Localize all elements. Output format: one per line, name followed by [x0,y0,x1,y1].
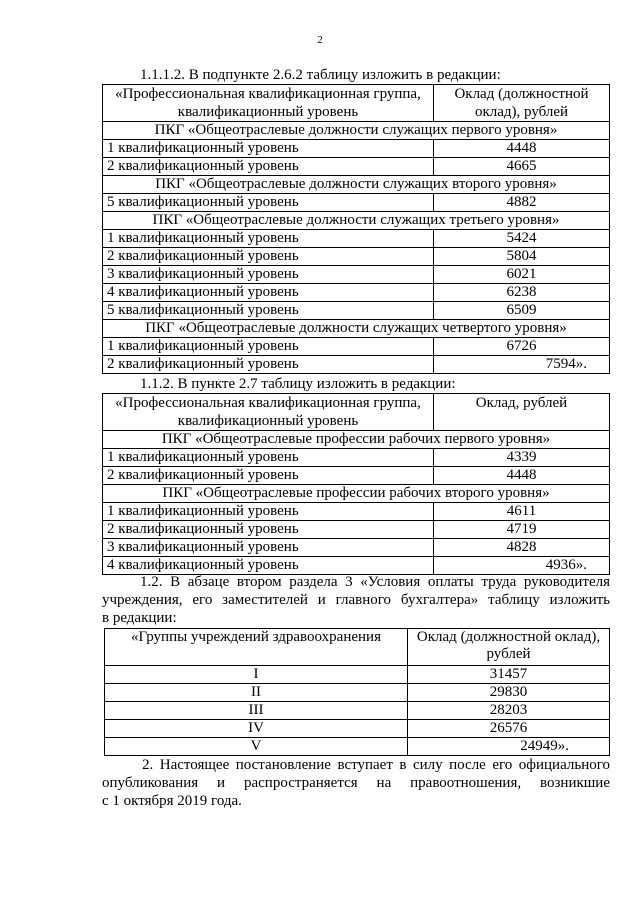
level-cell: 5 квалификационный уровень [103,194,434,212]
table-3-header-salary: Оклад (должностной оклад), рублей [408,629,610,666]
table-row [103,539,610,557]
table-row [103,356,610,374]
table-row [103,521,610,539]
group-cell: I [105,666,408,684]
level-cell: 1 квалификационный уровень [103,230,434,248]
salary-cell: 31457 [408,666,610,684]
table-row [105,738,610,756]
salary-cell: 4882 [434,194,610,212]
level-cell: 2 квалификационный уровень [103,158,434,176]
level-cell: 2 квалификационный уровень [103,521,434,539]
table-2 [102,393,610,575]
table-row [105,720,610,738]
table-2-group-title: ПКГ «Общеотраслевые профессии рабочих второго уровня» [103,485,610,503]
table-1-group-title: ПКГ «Общеотраслевые должности служащих третьего уровня» [103,212,610,230]
salary-cell: 4828 [434,539,610,557]
level-cell: 2 квалификационный уровень [103,248,434,266]
table-row [105,702,610,720]
level-cell: 1 квалификационный уровень [103,503,434,521]
table-3-header-group: «Группы учреждений здравоохранения [105,629,408,666]
table-row [103,302,610,320]
salary-cell: 4665 [434,158,610,176]
paragraph-line: 2. Настоящее постановление вступает в силу после его официального [142,757,610,773]
table-2-header [103,394,610,431]
table-row [105,684,610,702]
table-1-header-group: «Профессиональная квалификационная группа, квалификационный уровень [103,85,434,122]
salary-cell: 28203 [408,702,610,720]
table-1 [102,84,610,374]
paragraph-line: опубликования и распространяется на правоотношения, возникшие [102,775,610,791]
table-3 [104,628,610,756]
salary-cell: 4339 [434,449,610,467]
paragraph-line: в редакции: [102,610,177,626]
level-cell: 2 квалификационный уровень [103,467,434,485]
section-2-paragraph [102,756,610,810]
salary-cell: 6726 [434,338,610,356]
salary-cell: 4448 [434,140,610,158]
level-cell: 4 квалификационный уровень [103,557,434,575]
table-row [103,140,610,158]
salary-cell: 4936». [434,557,610,575]
level-cell: 1 квалификационный уровень [103,338,434,356]
salary-cell: 6509 [434,302,610,320]
table-row [103,266,610,284]
salary-cell: 7594». [434,356,610,374]
group-cell: III [105,702,408,720]
group-cell: V [105,738,408,756]
table-row [103,338,610,356]
level-cell: 2 квалификационный уровень [103,356,434,374]
page-number: 2 [317,34,323,46]
table-2-header-salary: Оклад, рублей [434,394,610,431]
level-cell: 3 квалификационный уровень [103,266,434,284]
table-1-header [103,85,610,122]
table-row [103,230,610,248]
salary-cell: 4719 [434,521,610,539]
salary-cell: 24949». [408,738,610,756]
salary-cell: 6021 [434,266,610,284]
section-1-2-paragraph [102,573,610,627]
table-1-header-salary: Оклад (должностной оклад), рублей [434,85,610,122]
table-row [103,158,610,176]
table-row [103,449,610,467]
table-1-group-title: ПКГ «Общеотраслевые должности служащих второго уровня» [103,176,610,194]
salary-cell: 5804 [434,248,610,266]
level-cell: 5 квалификационный уровень [103,302,434,320]
section-1-1-2-intro: 1.1.2. В пункте 2.7 таблицу изложить в редакции: [140,376,456,392]
table-row [105,666,610,684]
paragraph-line: учреждения, его заместителей и главного бухгалтера» таблицу изложить [102,592,610,608]
table-2-header-group: «Профессиональная квалификационная группа, квалификационный уровень [103,394,434,431]
table-row [103,467,610,485]
table-row [103,503,610,521]
table-1-group-title: ПКГ «Общеотраслевые должности служащих первого уровня» [103,122,610,140]
table-row [103,248,610,266]
table-3-header [105,629,610,666]
table-row [103,557,610,575]
level-cell: 1 квалификационный уровень [103,449,434,467]
group-cell: IV [105,720,408,738]
paragraph-line: с 1 октября 2019 года. [102,793,242,809]
salary-cell: 26576 [408,720,610,738]
salary-cell: 6238 [434,284,610,302]
table-row [103,284,610,302]
level-cell: 3 квалификационный уровень [103,539,434,557]
table-row [103,194,610,212]
level-cell: 4 квалификационный уровень [103,284,434,302]
table-2-group-title: ПКГ «Общеотраслевые профессии рабочих первого уровня» [103,431,610,449]
section-1-1-1-2-intro: 1.1.1.2. В подпункте 2.6.2 таблицу изложить в редакции: [140,67,501,83]
salary-cell: 4611 [434,503,610,521]
table-1-group-title: ПКГ «Общеотраслевые должности служащих четвертого уровня» [103,320,610,338]
salary-cell: 5424 [434,230,610,248]
group-cell: II [105,684,408,702]
paragraph-line: 1.2. В абзаце втором раздела 3 «Условия оплаты труда руководителя [140,574,610,590]
level-cell: 1 квалификационный уровень [103,140,434,158]
salary-cell: 4448 [434,467,610,485]
salary-cell: 29830 [408,684,610,702]
